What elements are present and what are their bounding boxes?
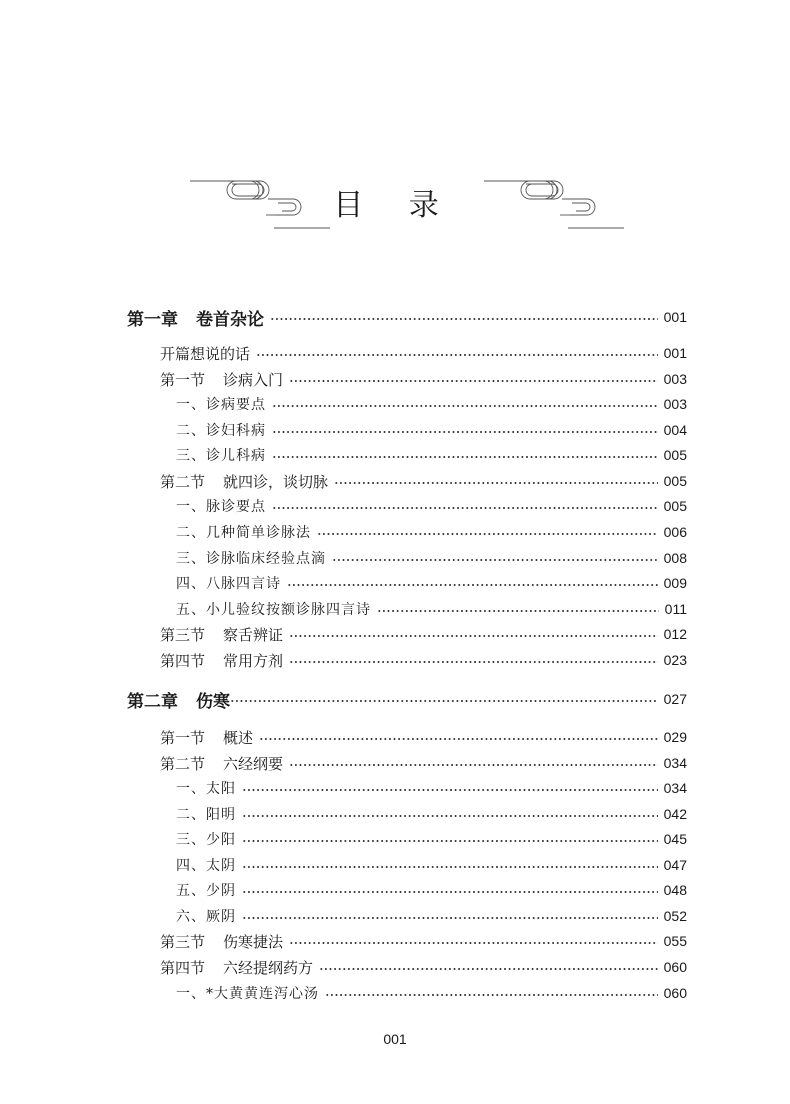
- page-number: 052: [663, 908, 687, 924]
- entry-title: 二、诊妇科病: [176, 423, 266, 439]
- dot-leader: [242, 789, 658, 791]
- entry-title: 四、太阴: [176, 858, 236, 874]
- page-number: 003: [663, 371, 687, 387]
- toc-entry-item[interactable]: [176, 546, 687, 570]
- section-title: 六经提纲药方: [223, 958, 314, 977]
- dot-leader: [289, 942, 658, 944]
- chapter-number: 第一章: [127, 309, 178, 330]
- toc-entry-item[interactable]: [176, 571, 687, 595]
- section-number: 第一节: [160, 370, 206, 389]
- section-number: 第四节: [160, 651, 206, 670]
- entry-title: 二、阳明: [176, 807, 236, 823]
- toc-entry-item[interactable]: [176, 853, 687, 877]
- chapter-number: 第二章: [127, 691, 178, 712]
- toc-entry-section[interactable]: [160, 341, 687, 365]
- dot-leader: [332, 559, 658, 561]
- toc-entry-item[interactable]: [176, 802, 687, 826]
- page-number: 009: [663, 575, 687, 591]
- dot-leader: [334, 482, 658, 484]
- toc-entry-section[interactable]: [160, 367, 687, 391]
- dot-leader: [242, 866, 658, 868]
- section-number: 第二节: [160, 754, 206, 773]
- dot-leader: [242, 917, 658, 919]
- dot-leader: [272, 431, 658, 433]
- page-number: 005: [663, 498, 687, 514]
- section-number: 第三节: [160, 625, 206, 644]
- dot-leader: [317, 533, 658, 535]
- page-number: 001: [663, 345, 687, 361]
- section-title: 常用方剂: [223, 651, 284, 670]
- section-title: 察舌辨证: [223, 625, 284, 644]
- toc-entry-item[interactable]: [176, 776, 687, 800]
- page-number: 047: [663, 857, 687, 873]
- page-number: 023: [663, 652, 687, 668]
- entry-title: 四、八脉四言诗: [176, 576, 281, 592]
- section-title: 概述: [223, 728, 254, 747]
- chapter-title: 卷首杂论: [196, 309, 264, 330]
- toc-entry-section[interactable]: [160, 929, 687, 953]
- page-number: 045: [663, 831, 687, 847]
- entry-title: 开篇想说的话: [160, 344, 251, 363]
- dot-leader: [230, 700, 658, 702]
- entry-title: 三、少阳: [176, 832, 236, 848]
- section-number: 第四节: [160, 958, 206, 977]
- entry-title: 六、厥阴: [176, 909, 236, 925]
- entry-title: 五、小儿验纹按额诊脉四言诗: [176, 602, 371, 618]
- dot-leader: [289, 661, 658, 663]
- section-title: 六经纲要: [223, 754, 284, 773]
- page-number: 003: [663, 396, 687, 412]
- dot-leader: [259, 738, 658, 740]
- dot-leader: [325, 994, 658, 996]
- entry-title: 五、少阴: [176, 883, 236, 899]
- page-number: 005: [663, 447, 687, 463]
- toc-entry-section[interactable]: [160, 955, 687, 979]
- toc-entry-section[interactable]: [160, 648, 687, 672]
- entry-title: 二、几种简单诊脉法: [176, 525, 311, 541]
- entry-title: 一、脉诊要点: [176, 499, 266, 515]
- toc-entry-item[interactable]: [176, 981, 687, 1005]
- page-number: 001: [663, 309, 687, 325]
- page-number: 004: [663, 422, 687, 438]
- toc-entry-item[interactable]: [176, 597, 687, 621]
- page-number: 034: [663, 755, 687, 771]
- page-number: 027: [663, 691, 687, 707]
- toc-entry-section[interactable]: [160, 725, 687, 749]
- toc-entry-item[interactable]: [176, 443, 687, 467]
- toc-entry-item[interactable]: [176, 878, 687, 902]
- dot-leader: [270, 318, 658, 320]
- dot-leader: [242, 840, 658, 842]
- toc-entry-item[interactable]: [176, 904, 687, 928]
- section-number: 第二节: [160, 472, 206, 491]
- page-number: 048: [663, 882, 687, 898]
- dot-leader: [319, 968, 658, 970]
- dot-leader: [272, 405, 658, 407]
- page-number: 034: [663, 780, 687, 796]
- toc-entry-item[interactable]: [176, 827, 687, 851]
- page-number: 006: [663, 524, 687, 540]
- page-number: 060: [663, 985, 687, 1001]
- dot-leader: [289, 635, 658, 637]
- dot-leader: [242, 891, 658, 893]
- page-number: 042: [663, 806, 687, 822]
- entry-title: 三、诊儿科病: [176, 448, 266, 464]
- entry-title: 一、太阳: [176, 781, 236, 797]
- toc-entry-chapter-2[interactable]: [127, 687, 687, 711]
- toc-entry-section[interactable]: [160, 751, 687, 775]
- section-number: 第一节: [160, 728, 206, 747]
- toc-entry-section[interactable]: [160, 469, 687, 493]
- dot-leader: [242, 815, 658, 817]
- toc-entry-item[interactable]: [176, 494, 687, 518]
- page-footer-number: 001: [383, 1031, 407, 1047]
- page-number: 060: [663, 959, 687, 975]
- dot-leader: [256, 354, 658, 356]
- dot-leader: [377, 610, 659, 612]
- page-number: 005: [663, 473, 687, 489]
- toc-entry-item[interactable]: [176, 418, 687, 442]
- toc-entry-chapter-1[interactable]: [127, 305, 687, 329]
- entry-title: 三、诊脉临床经验点滴: [176, 551, 326, 567]
- page-number: 012: [663, 626, 687, 642]
- dot-leader: [272, 456, 658, 458]
- toc-entry-section[interactable]: [160, 622, 687, 646]
- chapter-title: 伤寒: [196, 691, 230, 712]
- page-number: 011: [664, 601, 687, 617]
- entry-title: 一、诊病要点: [176, 397, 266, 413]
- dot-leader: [289, 380, 658, 382]
- page-number: 008: [663, 550, 687, 566]
- entry-title: 一、*大黄黄连泻心汤: [176, 986, 319, 1002]
- dot-leader: [287, 584, 658, 586]
- page-number: 029: [663, 729, 687, 745]
- dot-leader: [272, 507, 658, 509]
- section-title: 就四诊，谈切脉: [223, 472, 329, 491]
- toc-entry-item[interactable]: [176, 392, 687, 416]
- dot-leader: [289, 764, 658, 766]
- section-title: 诊病入门: [223, 370, 284, 389]
- page-title: 目 录: [333, 188, 457, 223]
- section-number: 第三节: [160, 932, 206, 951]
- toc-entry-item[interactable]: [176, 520, 687, 544]
- section-title: 伤寒捷法: [223, 932, 284, 951]
- page-number: 055: [663, 933, 687, 949]
